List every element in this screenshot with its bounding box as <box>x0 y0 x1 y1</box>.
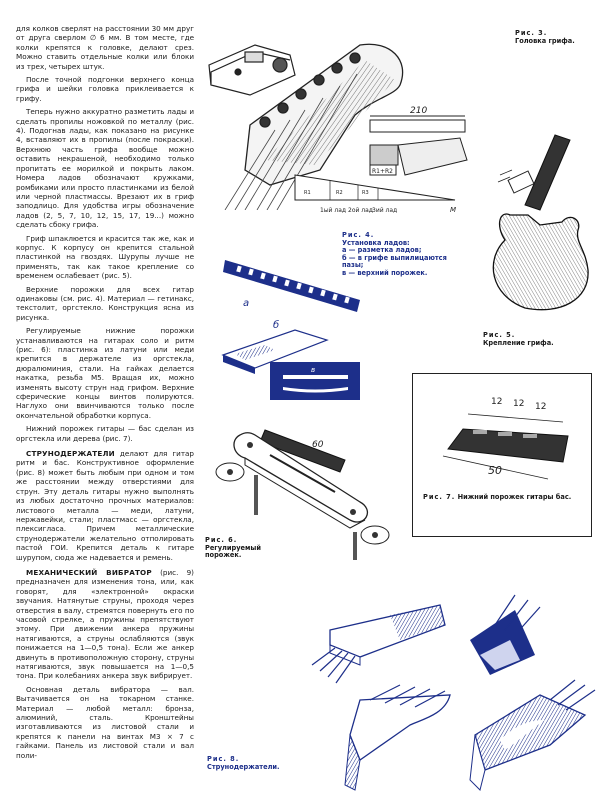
figure-3-caption <box>515 30 605 45</box>
label-v: в <box>311 366 316 374</box>
fret-3-label: 3ий лад <box>372 207 398 214</box>
figure-6-caption <box>205 537 295 560</box>
tailpiece-2 <box>470 595 540 675</box>
mount-plate <box>508 171 534 193</box>
section-heading: МЕХАНИЧЕСКИЙ ВИБРАТОР <box>26 567 152 577</box>
figure-8-string-holders <box>300 585 600 795</box>
figure-7-caption <box>423 494 583 502</box>
tailpiece-3 <box>345 685 450 790</box>
fret-1-label: 1ый лад <box>320 207 347 214</box>
screw <box>353 532 357 560</box>
neck-piece <box>525 135 570 210</box>
figure-title: Струнодержатели. <box>207 762 280 771</box>
figure-item: б — в грифе выпилицаются пазы; <box>342 253 447 270</box>
figure-4-fret-parts <box>215 250 365 400</box>
section-text: делают для гитар ритм и бас. Конструктивное оформление (рис. 8) может быть любым при одном и том же расстоянии между отверстиями для струн. Эту деталь гитары нужно выполнять из любых достаточно прочных материалов: листового металла — меди, латуни, нержавейки, стали; пластмасс — оргстекла, плексигласа. Причем металлические струнодержатели желательно отполировать пастой ГОИ. Крепится деталь к гитаре шурупом, сюда же надевается и ремень. <box>16 449 194 562</box>
dim-50: 50 <box>488 464 502 477</box>
figure-8-caption <box>207 756 287 771</box>
fret-2-label: 2ой лад <box>348 207 373 214</box>
figure-title: Крепление грифа. <box>483 338 554 347</box>
r1-label: R1 <box>304 190 311 196</box>
section-stringholders <box>16 449 194 562</box>
figure-label: Рис. 8. <box>207 755 240 763</box>
section-heading: СТРУНОДЕРЖАТЕЛИ <box>26 449 115 459</box>
point-m-label: М <box>450 206 457 214</box>
tuner-block <box>209 45 295 95</box>
dimension-60: 60 <box>312 440 324 450</box>
figure-label: Рис. 4. <box>342 231 375 239</box>
section-text: (рис. 9) предназначен для изменения тона, или, как говорят, для «электронной» окраски звучания. Натянутые струны, проходя через отверстия в валу, стремятся повернуть его по часовой стрелке, а пружины препятствуют этому. При движении анкера пружины натягиваются, а струны ослабляются (звук понижается на 1—0,5 тона). Если же анкер двинуть в противоположную сторону, струны натягиваются, звук повышается на 1—0,5 тона. При колебаниях анкера звук вибрирует. <box>16 567 194 681</box>
label-b: б <box>273 320 280 331</box>
section-vibrator <box>16 568 194 681</box>
paragraph: Основная деталь вибратора — вал. Вытачивается он на токарном станке. Материал — любой металл: бронза, алюминий, сталь. Кронштейны изготавливаются из листовой стали и крепятся к панели на винтах М3 × 7 с гайками. Панель из листовой стали и вал поли- <box>16 684 194 760</box>
figure-label: Рис. 5. <box>483 331 516 339</box>
label-a: а <box>243 298 250 309</box>
figure-label: Рис. 7. <box>423 493 456 501</box>
fret-marking-diagram <box>290 170 460 220</box>
screw <box>254 475 258 515</box>
guitar-body <box>493 214 588 310</box>
figure-item: в — верхний порожек. <box>342 268 428 277</box>
r3-label: R3 <box>362 190 369 196</box>
paragraph: Нижний порожек гитары — бас сделан из оргстекла или дерева (рис. 7). <box>16 424 194 443</box>
tailpiece-1 <box>312 605 445 683</box>
paragraph: После точной подгонки верхнего конца грифа и шейки головка приклеивается к грифу. <box>16 75 194 103</box>
dimension-210: 210 <box>410 106 428 116</box>
figure-title: Установка ладов: <box>342 238 410 247</box>
article-text-column <box>16 24 194 764</box>
formula-r1-r2: R1+R2 <box>372 168 393 175</box>
figure-label: Рис. 6. <box>205 536 238 544</box>
neck-profile-drawing <box>370 116 467 175</box>
figure-7-frame <box>412 373 592 537</box>
figure-label: Рис. 3. <box>515 29 548 37</box>
paragraph: Регулируемые нижние порожки устанавливаются на гитарах соло и ритм (рис. 6): пластинка из латуни или меди крепится в держателе из оргстекла, дюралюминия, стали. На гайках делается накатка, резьба М5. Вращая их, можно изменять высоту струн над грифом. Верхние сферические концы винтов полируются. Наглухо они ввинчиваются только после окончательной обработки корпуса. <box>16 326 194 420</box>
tailpiece-4 <box>470 680 595 790</box>
paragraph: Верхние порожки для всех гитар одинаковы (см. рис. 4). Материал — гетинакс, текстолит, оргстекло. Конструкция ясна из рисунка. <box>16 284 194 322</box>
figure-5-caption <box>483 332 593 347</box>
dim-12: 12 <box>491 397 503 407</box>
figure-title: Нижний порожек гитары бас. <box>457 493 572 501</box>
figure-5-neck-mount <box>470 130 610 315</box>
dim-12: 12 <box>513 399 525 409</box>
figure-item: а — разметка ладов; <box>342 246 422 255</box>
paragraph: Гриф шпаклюется и красится так же, как и корпус. К корпусу он крепится стальной пластинкой на гвоздях. Шурупы лучше не применять, так как такое крепление со временем ослабевает (рис. 5). <box>16 233 194 281</box>
figure-title: Головка грифа. <box>515 36 575 45</box>
figure-title: Регулируемый порожек. <box>205 543 261 560</box>
r2-label: R2 <box>336 190 343 196</box>
paragraph: Теперь нужно аккуратно разметить лады и сделать пропилы ножовкой по металлу (рис. 4). Подогнав лады, как показано на рисунке 4, вставляют их в пропилы (после покраски). Верхнюю часть грифа вообще можно оставить некрашеной, необходимо только пропитать ее морилкой и покрыть лаком. Номера ладов обозначают кружками, ромбиками или просто пластинками из белой или черной пластмассы. Врезают их в гриф заподлицо. Для удобства игры обозначение ладов (2, 5, 7, 10, 12, 15, 17, 19...) можно сделать сбоку грифа. <box>16 107 194 230</box>
dim-12: 12 <box>535 402 547 412</box>
paragraph: для колков сверлят на расстоянии 30 мм друг от друга сверлом ∅ 6 мм. В том месте, где колки крепятся к головке, делают срез. Можно ставить отдельные колки или блоки из трех, четырех штук. <box>16 24 194 71</box>
